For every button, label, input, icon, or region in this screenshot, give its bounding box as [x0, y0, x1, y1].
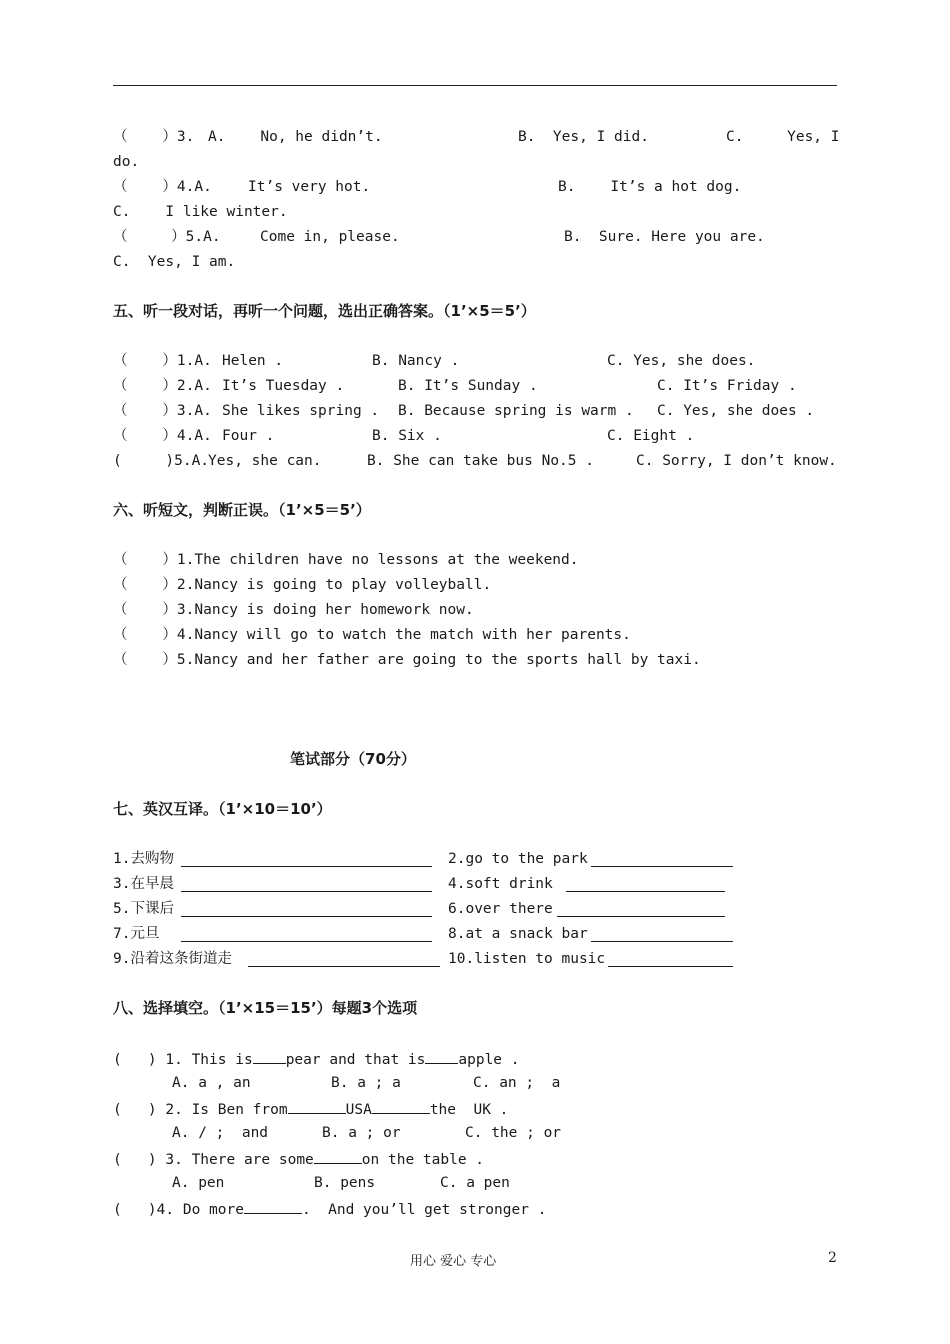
s5-q1-option-a: Helen .	[222, 353, 284, 369]
s8-q1-blank-1[interactable]	[253, 1049, 286, 1064]
q3-option-b: B. Yes, I did.	[518, 129, 649, 145]
s7-item-5: 5.下课后	[113, 901, 174, 917]
s8-q1-option-b: B. a ; a	[331, 1075, 401, 1091]
s5-q3-option-b: B. Because spring is warm .	[398, 403, 634, 419]
s8-q1-mid: pear and that is	[285, 1052, 426, 1068]
s7-item-2: 2.go to the park	[448, 851, 588, 867]
s7-item-6: 6.over there	[448, 901, 553, 917]
q3-number: （ ）3.	[113, 129, 195, 145]
q3-option-a: A. No, he didn’t.	[208, 129, 383, 145]
page-footer: 用心 爱心 专心	[410, 1254, 497, 1269]
s7-item-8: 8.at a snack bar	[448, 926, 588, 942]
s8-q2-mid: USA	[345, 1102, 372, 1118]
s5-q2-number: （ ）2.A.	[113, 378, 212, 394]
section8-heading: 八、选择填空。（1’×15＝15’）每题3个选项	[113, 999, 418, 1017]
page-number: 2	[828, 1250, 837, 1266]
s8-q3-post: on the table .	[361, 1152, 485, 1168]
s8-q4-post: . And you’ll get stronger .	[301, 1202, 547, 1218]
q3-option-c-cont: do.	[113, 154, 140, 170]
q5-option-c: C. Yes, I am.	[113, 254, 236, 270]
s8-q4	[113, 1199, 546, 1219]
s7-item-10-answer-line[interactable]	[608, 966, 733, 967]
s5-q5-number: ( )5.A.	[113, 453, 210, 469]
header-rule	[113, 85, 837, 86]
s5-q2-option-a: It’s Tuesday .	[222, 378, 345, 394]
s5-q4-option-b: B. Six .	[372, 428, 442, 444]
s7-item-5-answer-line[interactable]	[181, 916, 432, 917]
s8-q2-option-b: B. a ; or	[322, 1125, 401, 1141]
s5-q5-option-c: C. Sorry, I don’t know.	[636, 453, 837, 469]
s7-item-9: 9.沿着这条街道走	[113, 951, 232, 967]
s5-q5-option-a: Yes, she can.	[208, 453, 322, 469]
s8-q4-blank[interactable]	[244, 1199, 302, 1214]
s8-q2-blank-1[interactable]	[288, 1099, 346, 1114]
s5-q4-number: （ ）4.A.	[113, 428, 212, 444]
s7-item-2-answer-line[interactable]	[591, 866, 733, 867]
s8-q3-pre: ( ) 3. There are some	[113, 1152, 314, 1168]
s8-q3-option-c: C. a pen	[440, 1175, 510, 1191]
s5-q4-option-a: Four .	[222, 428, 275, 444]
section6-heading: 六、听短文，判断正误。（1’×5＝5’）	[113, 501, 371, 519]
s7-item-1: 1.去购物	[113, 851, 174, 867]
s8-q2-blank-2[interactable]	[372, 1099, 430, 1114]
s7-item-3-answer-line[interactable]	[181, 891, 432, 892]
s8-q3-option-b: B. pens	[314, 1175, 376, 1191]
s7-item-9-answer-line[interactable]	[248, 966, 440, 967]
s6-statement-4: （ ）4.Nancy will go to watch the match with her parents.	[113, 627, 631, 643]
s8-q4-pre: ( )4. Do more	[113, 1202, 244, 1218]
q4-option-c: C. I like winter.	[113, 204, 288, 220]
s8-q1-post: apple .	[458, 1052, 520, 1068]
s5-q1-option-b: B. Nancy .	[372, 353, 460, 369]
q5-option-a: Come in, please.	[260, 229, 400, 245]
s8-q1-pre: ( ) 1. This is	[113, 1052, 253, 1068]
s5-q3-option-a: She likes spring .	[222, 403, 380, 419]
section5-heading: 五、听一段对话，再听一个问题，选出正确答案。（1’×5＝5’）	[113, 302, 536, 320]
s8-q1-blank-2[interactable]	[425, 1049, 458, 1064]
q3-option-c: C. Yes, I	[726, 129, 840, 145]
s7-item-1-answer-line[interactable]	[181, 866, 432, 867]
s8-q2-post: the UK .	[429, 1102, 509, 1118]
s6-statement-1: （ ）1.The children have no lessons at the weekend.	[113, 552, 579, 568]
s7-item-4: 4.soft drink	[448, 876, 553, 892]
s7-item-10: 10.listen to music	[448, 951, 606, 967]
s5-q5-option-b: B. She can take bus No.5 .	[367, 453, 594, 469]
s5-q2-option-b: B. It’s Sunday .	[398, 378, 538, 394]
s8-q1-option-c: C. an ; a	[473, 1075, 561, 1091]
q5-option-b: B. Sure. Here you are.	[564, 229, 765, 245]
s5-q3-number: （ ）3.A.	[113, 403, 212, 419]
s5-q4-option-c: C. Eight .	[607, 428, 695, 444]
s5-q1-option-c: C. Yes, she does.	[607, 353, 756, 369]
s7-item-7: 7.元旦	[113, 926, 160, 942]
s7-item-3: 3.在早晨	[113, 876, 174, 892]
s5-q2-option-c: C. It’s Friday .	[657, 378, 797, 394]
s6-statement-5: （ ）5.Nancy and her father are going to the sports hall by taxi.	[113, 652, 701, 668]
written-part-title: 笔试部分（70分）	[290, 750, 416, 768]
s8-q3	[113, 1149, 484, 1169]
s8-q1	[113, 1049, 519, 1069]
q4-option-b: B. It’s a hot dog.	[558, 179, 742, 195]
s5-q3-option-c: C. Yes, she does .	[657, 403, 815, 419]
s6-statement-3: （ ）3.Nancy is doing her homework now.	[113, 602, 474, 618]
s8-q3-blank[interactable]	[314, 1149, 362, 1164]
s6-statement-2: （ ）2.Nancy is going to play volleyball.	[113, 577, 492, 593]
s8-q2-pre: ( ) 2. Is Ben from	[113, 1102, 288, 1118]
q4-option-a: It’s very hot.	[248, 179, 371, 195]
s7-item-4-answer-line[interactable]	[566, 891, 725, 892]
s8-q1-option-a: A. a , an	[172, 1075, 251, 1091]
q4-number: （ ）4.A.	[113, 179, 212, 195]
s8-q3-option-a: A. pen	[172, 1175, 225, 1191]
s7-item-8-answer-line[interactable]	[591, 941, 733, 942]
s5-q1-number: （ ）1.A.	[113, 353, 212, 369]
s8-q2-option-a: A. / ; and	[172, 1125, 269, 1141]
s8-q2-option-c: C. the ; or	[465, 1125, 562, 1141]
s7-item-7-answer-line[interactable]	[181, 941, 432, 942]
s7-item-6-answer-line[interactable]	[557, 916, 725, 917]
s8-q2	[113, 1099, 508, 1119]
q5-number: （ ）5.A.	[113, 229, 221, 245]
section7-heading: 七、英汉互译。（1’×10＝10’）	[113, 800, 332, 818]
